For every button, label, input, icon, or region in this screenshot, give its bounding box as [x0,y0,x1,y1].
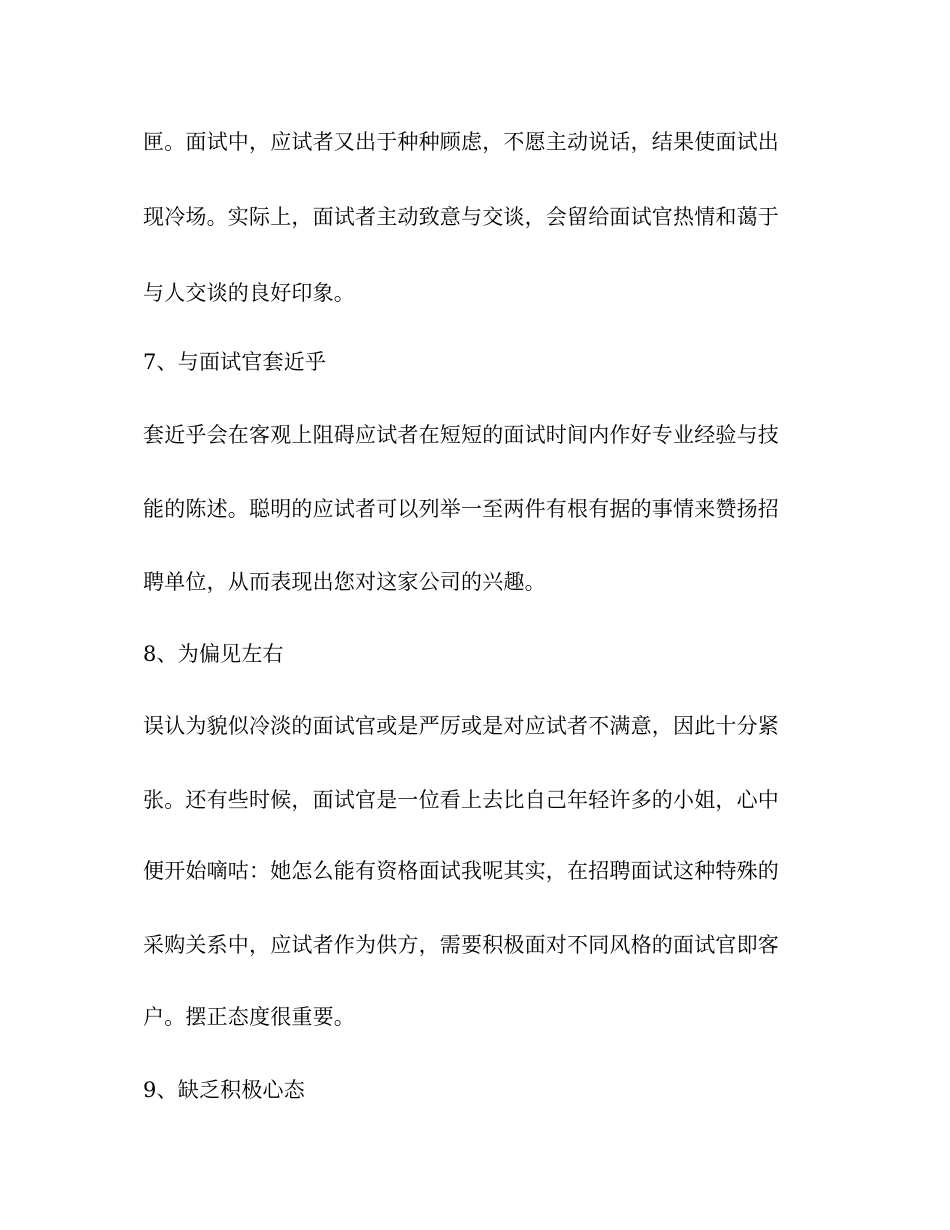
paragraph-line: 误认为貌似冷淡的面试官或是严厉或是对应试者不满意，因此十分紧 [143,714,779,738]
paragraph-line: 采购关系中，应试者作为供方，需要积极面对不同风格的面试官即客 [143,933,779,957]
paragraph-line: 户。摆正态度很重要。 [143,1005,355,1029]
paragraph-line: 能的陈述。聪明的应试者可以列举一至两件有根有据的事情来赞扬招 [143,497,779,521]
paragraph-line: 套近乎会在客观上阻碍应试者在短短的面试时间内作好专业经验与技 [143,423,779,447]
paragraph-line: 匣。面试中，应试者又出于种种顾虑，不愿主动说话，结果使面试出 [143,130,779,154]
section-heading-8: 8、为偏见左右 [143,642,284,666]
paragraph-line: 现冷场。实际上，面试者主动致意与交谈，会留给面试官热情和蔼于 [143,205,779,229]
paragraph-line: 聘单位，从而表现出您对这家公司的兴趣。 [143,570,546,594]
section-heading-7: 7、与面试官套近乎 [143,350,327,374]
section-heading-9: 9、缺乏积极心态 [143,1078,305,1102]
paragraph-line: 与人交谈的良好印象。 [143,281,355,305]
paragraph-line: 张。还有些时候，面试官是一位看上去比自己年轻许多的小姐，心中 [143,788,779,812]
paragraph-line: 便开始嘀咕：她怎么能有资格面试我呢其实，在招聘面试这种特殊的 [143,859,779,883]
